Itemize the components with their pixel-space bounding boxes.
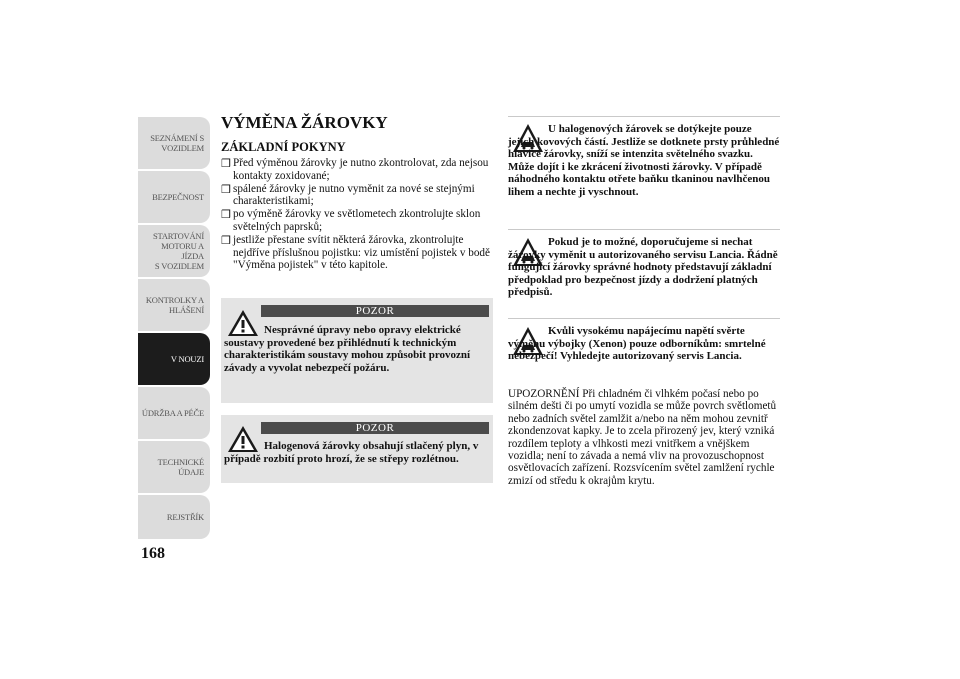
list-item: ❒ spálené žárovky je nutno vyměnit za nové se stejnými charakteristikami; [221,182,475,208]
tab-kontrolky[interactable]: KONTROLKY A HLÁŠENÍ [138,279,210,331]
note-xenon [508,318,780,381]
caution-text: Při chladném či vlhkém počasí nebo po silném dešti či po umytí vozidla se může povrch světlometů nebo zadních světel zamlžit a/nebo na něm mohou zevnitř zkondenzovat kapky. Je to zcela přirozený jev, který vzniká rozdílem teploty a vlhkosti mezi vnitřkem a vnějškem vozidla; není to závada a nemá vliv na provozuschopnost osvětlovacích zařízení. Rozsvícením světel zamlžení rychle zmizí od středu k okrajům krytu. [508,388,777,487]
warning-heading: POZOR [261,305,489,317]
checkbox-bullet-icon: ❒ [221,158,231,170]
checkbox-bullet-icon: ❒ [221,209,231,222]
list-item: ❒ jestliže přestane svítit některá žárovka, zkontrolujte nejdříve příslušnou pojistku: viz umístění pojistek v bodě "Výměna pojistek" v této kapitole. [221,233,490,272]
bullet-list [221,157,493,272]
list-item: ❒ po výměně žárovky ve světlometech zkontrolujte sklon světelných paprsků; [221,208,481,233]
tab-technicke-udaje[interactable]: TECHNICKÉ ÚDAJE [138,441,210,493]
tab-bezpecnost[interactable]: BEZPEČNOST [138,171,210,223]
caution-paragraph [508,388,783,487]
tab-startovani[interactable]: STARTOVÁNÍ MOTORU A JÍZDA S VOZIDLEM [138,225,210,277]
warning-text: Halogenová žárovky obsahují stlačený plyn, v případě rozbití proto hrozí, že se střepy rozlétnou. [224,440,479,465]
tab-seznameni[interactable]: SEZNÁMENÍ S VOZIDLEM [138,117,210,169]
note-text: Kvůli vysokému napájecímu napětí svěrte výměnu výbojky (Xenon) pouze odborníkům: smrtelné nebezpečí! Vyhledejte autorizovaný servis Lancia. [508,325,766,363]
tab-rejstrik[interactable]: REJSTŘÍK [138,495,210,539]
note-authorized-service [508,229,780,310]
warning-box-electrical [221,298,493,403]
checkbox-bullet-icon: ❒ [221,234,231,247]
note-text: Pokud je to možné, doporučujeme si nechat žárovky vyměnit u autorizovaného servisu Lancia. Řádně fungující žárovky správné hodnoty představují základní předpoklad pro bezpečnost jízdy a dodržení platných předpisů. [508,236,778,299]
tab-udrzba[interactable]: ÚDRŽBA A PÉČE [138,387,210,439]
section-title: VÝMĚNA ŽÁROVKY [221,113,388,132]
warning-box-halogen [221,415,493,483]
page-number: 168 [141,545,165,562]
warning-heading: POZOR [261,422,489,434]
note-text: U halogenových žárovek se dotýkejte pouze jejich kovových částí. Jestliže se dotknete prsty průhledné hlavice žárovky, sníží se intenzita světelného svazku. Může dojít i ke zkrácení životnosti žárovky. V případě náhodného kontaktu otřete baňku tkaninou navlhčenou lihem a nechte ji vyschnout. [508,123,780,198]
caution-label: UPOZORNĚNÍ [508,388,580,400]
list-item: ❒ Před výměnou žárovky je nutno zkontrolovat, zda nejsou kontakty zoxidované; [221,157,489,182]
checkbox-bullet-icon: ❒ [221,183,231,196]
note-halogen-handling [508,116,780,217]
section-subtitle: ZÁKLADNÍ POKYNY [221,140,346,154]
warning-text: Nesprávné úpravy nebo opravy elektrické soustavy provedené bez přihlédnutí k technickým charakteristikám soustavy mohou způsobit provozní závady a vyvolat nebezpečí požáru. [224,324,471,374]
tab-v-nouzi[interactable]: V NOUZI [138,333,210,385]
